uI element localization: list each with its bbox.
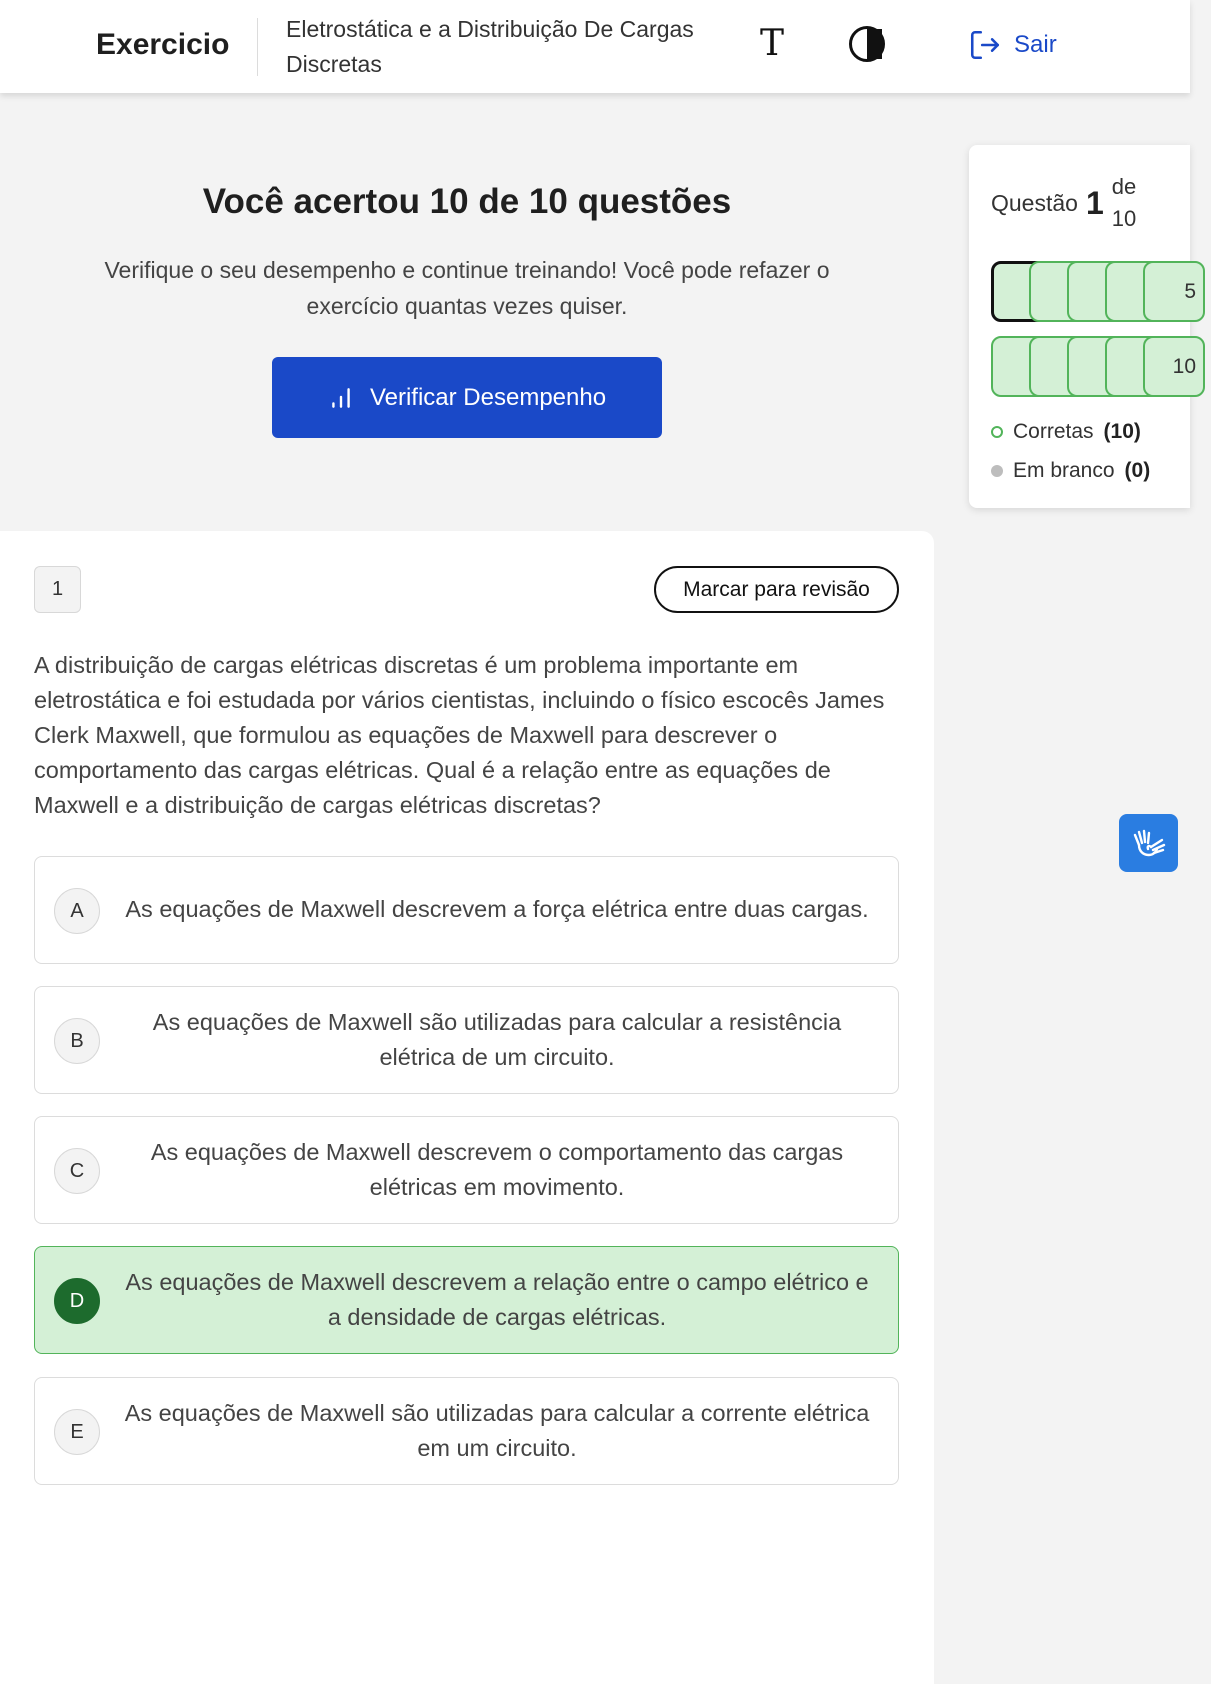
legend-blank-label: Em branco	[1013, 459, 1115, 482]
legend-correct-dot	[991, 426, 1003, 438]
logout-label: Sair	[1014, 31, 1057, 58]
option-d-selected[interactable]	[34, 1246, 899, 1354]
current-question-number: 1	[1085, 184, 1104, 221]
logout-button[interactable]	[968, 28, 1057, 62]
verify-performance-label: Verificar Desempenho	[369, 383, 607, 411]
total-questions: 10	[1111, 206, 1137, 231]
option-letter: C	[54, 1148, 100, 1194]
contrast-icon[interactable]	[849, 26, 885, 62]
question-total	[1112, 171, 1136, 235]
option-b[interactable]	[34, 986, 899, 1094]
top-header	[0, 0, 1190, 93]
header-divider	[257, 18, 258, 76]
option-e[interactable]	[34, 1377, 899, 1485]
option-letter: D	[54, 1278, 100, 1324]
legend-blank-count: (0)	[1124, 459, 1151, 482]
result-title: Você acertou 10 de 10 questões	[202, 182, 732, 221]
verify-performance-button[interactable]	[272, 357, 662, 438]
sign-language-button[interactable]	[1119, 814, 1178, 872]
option-a[interactable]	[34, 856, 899, 964]
option-text: As equações de Maxwell são utilizadas para calcular a corrente elétrica em um circuito.	[124, 1399, 870, 1461]
mark-for-review-button[interactable]: Marcar para revisão	[654, 566, 899, 613]
legend-correct-label: Corretas	[1013, 420, 1094, 443]
question-grid-row-1	[991, 261, 1211, 322]
option-letter: B	[54, 1018, 100, 1064]
legend-correct-count: (10)	[1103, 420, 1141, 443]
option-c[interactable]	[34, 1116, 899, 1224]
question-navigator	[969, 145, 1196, 508]
legend-correct	[991, 420, 1141, 444]
option-text: As equações de Maxwell descrevem a relação entre o campo elétrico e a densidade de cargas elétricas.	[125, 1268, 869, 1330]
option-letter: A	[54, 888, 100, 934]
option-text: As equações de Maxwell descrevem o comportamento das cargas elétricas em movimento.	[150, 1138, 844, 1200]
exercise-subject: Eletrostática e a Distribuição De Cargas Discretas	[286, 16, 694, 77]
result-subtitle: Verifique o seu desempenho e continue treinando! Você pode refazer o exercício quantas vezes quiser.	[104, 257, 830, 319]
question-button-10[interactable]: 10	[1143, 336, 1205, 397]
legend-blank	[991, 459, 1150, 483]
question-indicator	[991, 171, 1136, 235]
option-text: As equações de Maxwell descrevem a força elétrica entre duas cargas.	[125, 896, 869, 922]
question-card	[0, 531, 934, 1684]
logout-icon	[968, 28, 1002, 62]
question-button-5[interactable]: 5	[1143, 261, 1205, 322]
legend-blank-dot	[991, 465, 1003, 477]
question-text: A distribuição de cargas elétricas discretas é um problema importante em eletrostática e foi estudada por vários cientistas, incluindo o físico escocês James Clerk Maxwell, que formulou as equações de Maxwell para descrever o comportamento das cargas elétricas. Qual é a relação entre as equações de Maxwell e a distribuição de cargas elétricas discretas?	[34, 652, 885, 818]
question-word: Questão	[991, 189, 1078, 216]
question-grid-row-2	[991, 336, 1211, 397]
bar-chart-icon	[328, 385, 354, 411]
of-word: de	[1111, 174, 1137, 199]
sign-language-icon	[1129, 823, 1169, 863]
brand-title: Exercicio	[96, 28, 230, 61]
option-letter: E	[54, 1409, 100, 1455]
option-text: As equações de Maxwell são utilizadas para calcular a resistência elétrica de um circuito.	[152, 1008, 842, 1070]
text-size-icon[interactable]: T	[759, 23, 784, 64]
question-number-badge: 1	[34, 566, 81, 613]
